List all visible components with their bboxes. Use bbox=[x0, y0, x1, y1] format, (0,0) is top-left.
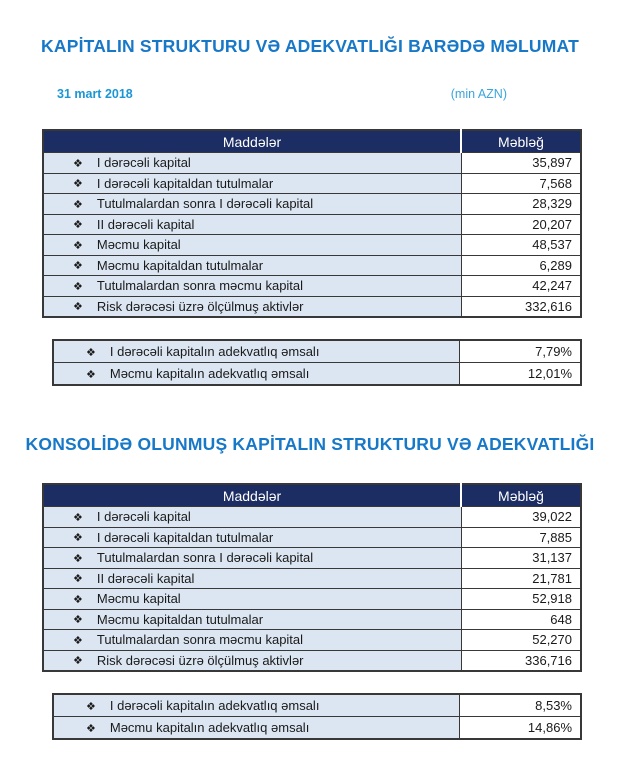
meta-row bbox=[0, 87, 620, 101]
table-row bbox=[53, 363, 581, 386]
consolidated-section-title: KONSOLİDƏ OLUNMUŞ KAPİTALIN STRUKTURU VƏ ADEKVATLIĞI bbox=[25, 434, 595, 454]
row-label: Tutulmalardan sonra I dərəcəli kapital bbox=[96, 550, 314, 566]
table-row bbox=[53, 717, 581, 740]
row-value: 336,716 bbox=[461, 650, 581, 671]
row-label: I dərəcəli kapitaldan tutulmalar bbox=[96, 175, 274, 191]
table-row bbox=[43, 507, 581, 528]
row-label: I dərəcəli kapitalın adekvatlıq əmsalı bbox=[109, 698, 320, 713]
row-value: 12,01% bbox=[459, 363, 581, 386]
row-label: Məcmu kapitaldan tutulmalar bbox=[96, 611, 264, 627]
row-label: I dərəcəli kapital bbox=[96, 155, 191, 171]
row-value: 52,270 bbox=[461, 630, 581, 651]
table-header-row bbox=[43, 484, 581, 507]
row-label: Risk dərəcəsi üzrə ölçülmuş aktivlər bbox=[96, 652, 304, 668]
adequacy-ratio-table bbox=[52, 339, 582, 386]
row-value: 39,022 bbox=[461, 507, 581, 528]
diamond-bullet-icon: ❖ bbox=[73, 633, 83, 647]
diamond-bullet-icon: ❖ bbox=[73, 572, 83, 586]
row-value: 21,781 bbox=[461, 568, 581, 589]
capital-adequacy-report-page bbox=[0, 36, 620, 769]
row-value: 7,79% bbox=[459, 340, 581, 363]
row-label: Tutulmalardan sonra I dərəcəli kapital bbox=[96, 196, 314, 212]
diamond-bullet-icon: ❖ bbox=[86, 721, 96, 735]
table-row bbox=[43, 214, 581, 235]
row-label: I dərəcəli kapital bbox=[96, 509, 191, 525]
table-row bbox=[43, 527, 581, 548]
diamond-bullet-icon: ❖ bbox=[73, 156, 83, 170]
row-label: Məcmu kapital bbox=[96, 591, 181, 607]
row-value: 6,289 bbox=[461, 255, 581, 276]
table-row bbox=[43, 276, 581, 297]
diamond-bullet-icon: ❖ bbox=[86, 367, 96, 381]
table-row bbox=[43, 630, 581, 651]
table-row bbox=[43, 650, 581, 671]
diamond-bullet-icon: ❖ bbox=[86, 699, 96, 713]
row-label: Tutulmalardan sonra məcmu kapital bbox=[96, 632, 304, 648]
row-value: 14,86% bbox=[459, 717, 581, 740]
row-value: 48,537 bbox=[461, 235, 581, 256]
table-row bbox=[43, 235, 581, 256]
row-label: Məcmu kapitaldan tutulmalar bbox=[96, 257, 264, 273]
table-row bbox=[43, 568, 581, 589]
diamond-bullet-icon: ❖ bbox=[73, 654, 83, 668]
diamond-bullet-icon: ❖ bbox=[73, 510, 83, 524]
row-label: I dərəcəli kapitaldan tutulmalar bbox=[96, 529, 274, 545]
diamond-bullet-icon: ❖ bbox=[73, 177, 83, 191]
diamond-bullet-icon: ❖ bbox=[73, 551, 83, 565]
row-value: 31,137 bbox=[461, 548, 581, 569]
row-value: 7,885 bbox=[461, 527, 581, 548]
consolidated-capital-structure-table bbox=[42, 483, 582, 672]
row-value: 7,568 bbox=[461, 173, 581, 194]
row-label: I dərəcəli kapitalın adekvatlıq əmsalı bbox=[109, 344, 320, 359]
table-row bbox=[43, 173, 581, 194]
table-row bbox=[43, 194, 581, 215]
table-row bbox=[43, 609, 581, 630]
row-label: II dərəcəli kapital bbox=[96, 216, 195, 232]
row-label: Məcmu kapitalın adekvatlıq əmsalı bbox=[109, 366, 310, 381]
row-value: 648 bbox=[461, 609, 581, 630]
capital-structure-table bbox=[42, 129, 582, 318]
table-header-row bbox=[43, 130, 581, 153]
table-row bbox=[43, 296, 581, 317]
diamond-bullet-icon: ❖ bbox=[73, 531, 83, 545]
row-label: Məcmu kapitalın adekvatlıq əmsalı bbox=[109, 720, 310, 735]
row-value: 35,897 bbox=[461, 153, 581, 174]
column-header-items: Maddələr bbox=[43, 130, 461, 153]
diamond-bullet-icon: ❖ bbox=[73, 279, 83, 293]
diamond-bullet-icon: ❖ bbox=[73, 218, 83, 232]
row-value: 8,53% bbox=[459, 694, 581, 717]
diamond-bullet-icon: ❖ bbox=[73, 592, 83, 606]
row-label: Risk dərəcəsi üzrə ölçülmuş aktivlər bbox=[96, 298, 304, 314]
diamond-bullet-icon: ❖ bbox=[73, 197, 83, 211]
column-header-items: Maddələr bbox=[43, 484, 461, 507]
diamond-bullet-icon: ❖ bbox=[73, 613, 83, 627]
report-title: KAPİTALIN STRUKTURU VƏ ADEKVATLIĞI BARƏDƏ MƏLUMAT bbox=[41, 36, 579, 56]
row-value: 52,918 bbox=[461, 589, 581, 610]
diamond-bullet-icon: ❖ bbox=[86, 345, 96, 359]
table-row bbox=[43, 548, 581, 569]
table-row bbox=[53, 340, 581, 363]
diamond-bullet-icon: ❖ bbox=[73, 300, 83, 314]
column-header-amount: Məbləğ bbox=[461, 130, 581, 153]
diamond-bullet-icon: ❖ bbox=[73, 238, 83, 252]
row-value: 42,247 bbox=[461, 276, 581, 297]
diamond-bullet-icon: ❖ bbox=[73, 259, 83, 273]
row-value: 20,207 bbox=[461, 214, 581, 235]
row-label: Tutulmalardan sonra məcmu kapital bbox=[96, 278, 304, 294]
row-label: Məcmu kapital bbox=[96, 237, 181, 253]
table-row bbox=[43, 255, 581, 276]
column-header-amount: Məbləğ bbox=[461, 484, 581, 507]
table-row bbox=[43, 589, 581, 610]
report-date: 31 mart 2018 bbox=[57, 87, 133, 101]
unit-label: (min AZN) bbox=[450, 87, 507, 101]
row-label: II dərəcəli kapital bbox=[96, 570, 195, 586]
row-value: 332,616 bbox=[461, 296, 581, 317]
table-row bbox=[53, 694, 581, 717]
table-row bbox=[43, 153, 581, 174]
row-value: 28,329 bbox=[461, 194, 581, 215]
